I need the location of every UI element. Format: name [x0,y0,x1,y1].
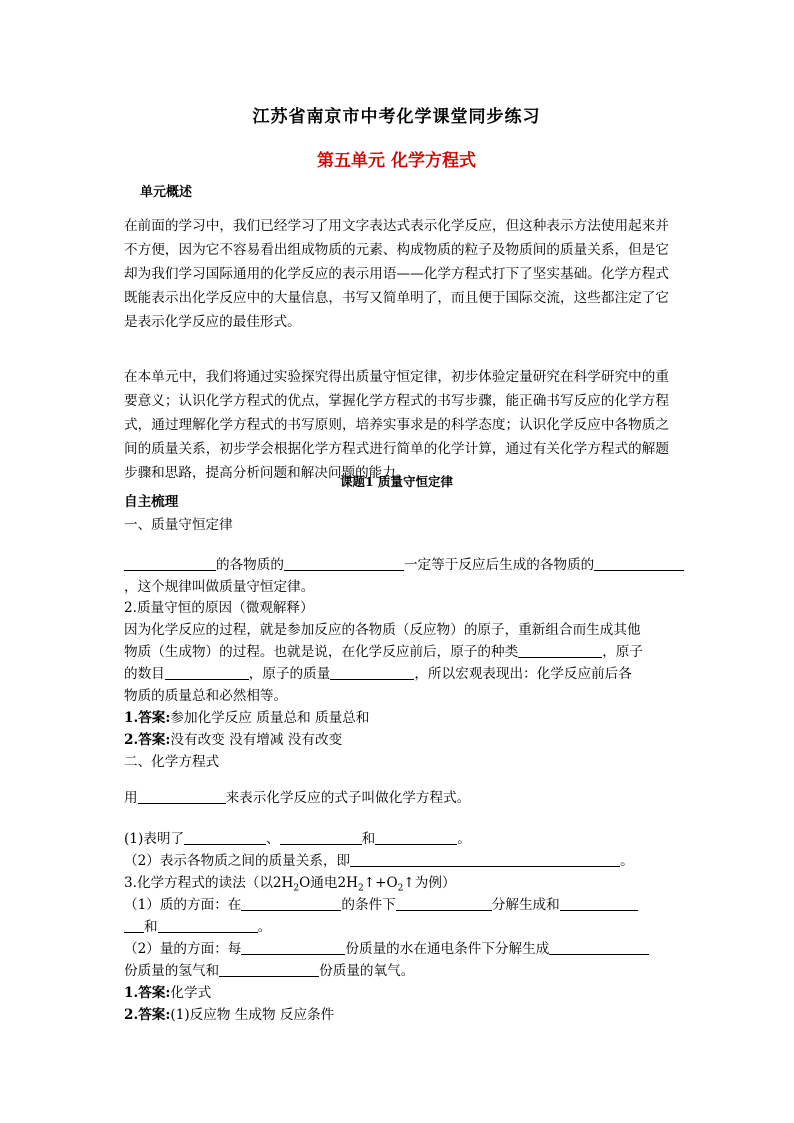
overview-heading: 单元概述 [140,185,193,200]
answer-blank[interactable] [284,555,404,571]
document-title: 江苏省南京市中考化学课堂同步练习 [252,107,541,127]
question-2-heading: 2.质量守恒的原因（微观解释） [124,600,314,616]
answer-blank[interactable] [518,642,602,658]
meaning-1: (1)表明了 、 和 。 [124,831,471,847]
answer-blank[interactable] [560,895,638,911]
reading-quality-line-2: 和 。 [124,916,271,938]
answer-blank[interactable] [375,829,457,845]
question-1-end: ，这个规律叫做质量守恒定律。 [124,579,315,595]
answer-blank[interactable] [124,555,216,571]
question-1-line: 的各物质的 一定等于反应后生成的各物质的 [124,554,684,576]
reading-heading: 3.化学方程式的读法（以$2H_2O$通电$2H_2↑+O_2↑$为例） [124,875,456,894]
answer-blank[interactable] [184,829,266,845]
lesson-title: 课题1 质量守恒定律 [339,474,454,489]
answer-blank[interactable] [330,664,414,680]
equation-definition: 用 来表示化学反应的式子叫做化学方程式。 [124,790,471,806]
answer-blank[interactable] [594,555,684,571]
answer-blank[interactable] [396,895,492,911]
answer-blank[interactable] [350,851,620,867]
answer-blank[interactable] [165,664,249,680]
answer-blank[interactable] [241,895,341,911]
answer-blank[interactable] [241,939,345,955]
part1-heading: 一、质量守恒定律 [124,517,233,533]
overview-paragraph-1: 在前面的学习中，我们已经学习了用文字表达式表示化学反应，但这种表示方法使用起来并不方便，因为它不容易看出组成物质的元素、构成物质的粒子及物质间的质量关系，但是它却为我们学习国际通用的化学反应的表示用语——化学方程式打下了坚实基础。化学方程式既能表示出化学反应中的大量信息，书写又简单明了，而且便于国际交流，这些都注定了它是表示化学反应的最佳形式。 [124,218,669,330]
question-2-line-1: 因为化学反应的过程，就是参加反应的各物质（反应物）的原子，重新组合而生成其他 [124,622,641,638]
answer-blank[interactable] [138,788,226,804]
answer-3: 1.答案:化学式 [124,985,212,1001]
answer-1: 1.答案:参加化学反应 质量总和 质量总和 [124,710,370,726]
answer-2: 2.答案:没有改变 没有增减 没有改变 [124,732,343,748]
question-2-line-3: 的数目 ，原子的质量 ，所以宏观表现出：化学反应前后各 [124,666,632,682]
self-study-heading: 自主梳理 [124,494,179,510]
answer-4: 2.答案:(1)反应物 生成物 反应条件 [124,1007,335,1023]
answer-blank[interactable] [549,939,649,955]
question-2-line-2: 物质（生成物）的过程。也就是说，在化学反应前后，原子的种类 ，原子 [124,644,643,660]
answer-blank[interactable] [124,917,144,933]
overview-paragraph-2: 在本单元中，我们将通过实验探究得出质量守恒定律，初步体验定量研究在科学研究中的重要意义；认识化学方程式的优点，掌握化学方程式的书写步骤，能正确书写反应的化学方程式，通过理解化学方程式的书写原则，培养实事求是的科学态度；认识化学反应中各物质之间的质量关系，初步学会根据化学方程式进行简单的化学计算，通过有关化学方程式的解题步骤和思路，提高分析问题和解决问题的能力。 [124,369,669,481]
answer-blank[interactable] [158,917,258,933]
question-2-line-4: 物质的质量总和必然相等。 [124,688,288,704]
meaning-2: （2）表示各物质之间的质量关系，即 。 [124,853,634,869]
reading-quantity-line-2: 份质量的氢气和 份质量的氧气。 [124,963,415,979]
reading-quantity-line-1: （2）量的方面：每 份质量的水在通电条件下分解生成 [124,938,649,960]
unit-title: 第五单元 化学方程式 [317,151,476,171]
answer-blank[interactable] [280,829,362,845]
answer-blank[interactable] [219,961,319,977]
part2-heading: 二、化学方程式 [124,754,220,770]
reading-quality-line-1: （1）质的方面：在 的条件下 分解生成和 [124,894,638,916]
